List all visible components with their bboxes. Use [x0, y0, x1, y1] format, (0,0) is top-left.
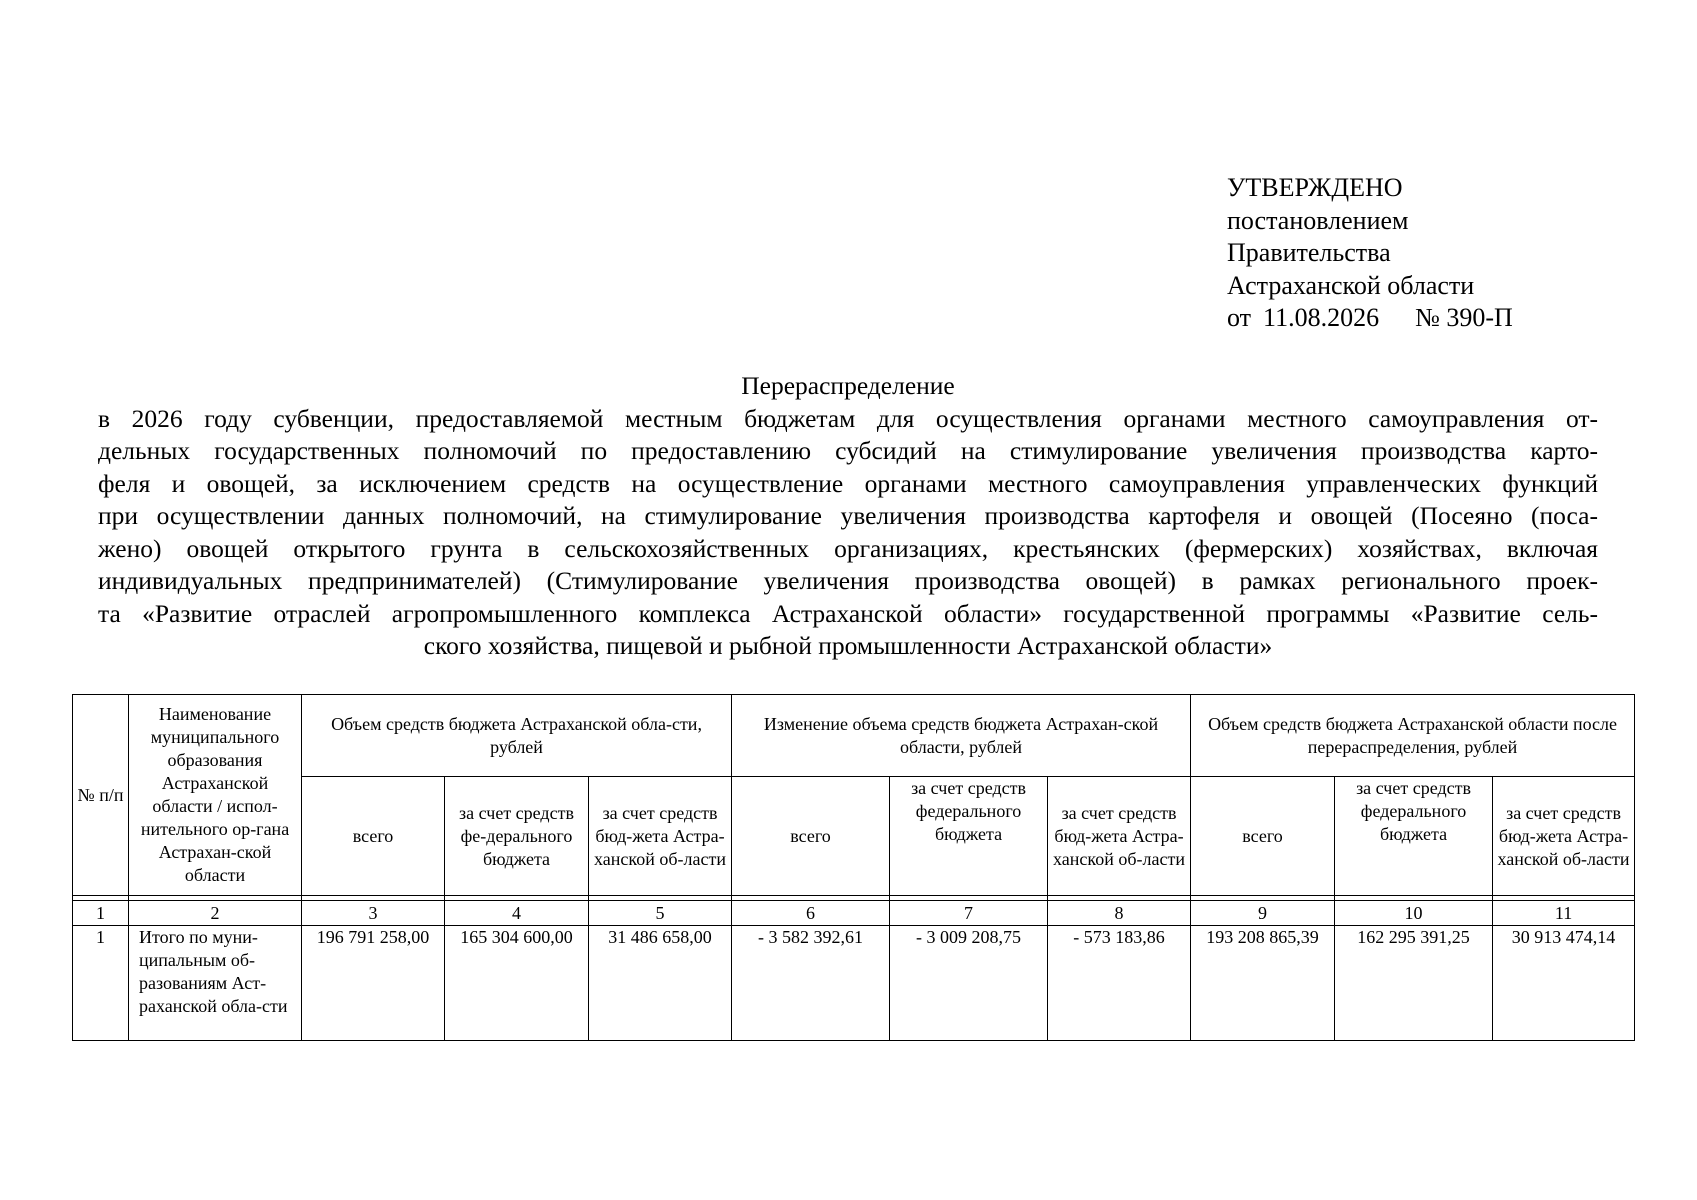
column-number: 2	[129, 901, 302, 926]
approval-title: УТВЕРЖДЕНО	[1227, 173, 1403, 202]
table-row	[73, 926, 1635, 1041]
header-g1-federal: за счет средств фе-дерального бюджета	[445, 777, 589, 896]
title-line: в 2026 году субвенции, предоставляемой местным бюджетам для осуществления органами местного самоуправления от-	[98, 403, 1598, 433]
column-number: 4	[445, 901, 589, 926]
approval-line-decree: постановлением	[1227, 205, 1409, 235]
column-number: 8	[1048, 901, 1191, 926]
title-line: та «Развитие отраслей агропромышленного комплекса Астраханской области» государственной программы «Развитие сель-	[98, 598, 1598, 628]
header-g3-federal: за счет средств федерального бюджета	[1335, 777, 1493, 896]
approval-block	[1227, 172, 1513, 335]
title-line: жено) овощей открытого грунта в сельскохозяйственных организациях, крестьянских (фермерских) хозяйствах, включая	[98, 533, 1598, 563]
title-line: дельных государственных полномочий по предоставлению субсидий на стимулирование увеличения производства карто-	[98, 436, 1598, 465]
header-g1-total: всего	[302, 777, 445, 896]
header-g3-total: всего	[1191, 777, 1335, 896]
title-line: индивидуальных предпринимателей) (Стимулирование увеличения производства овощей) в рамках регионального проек-	[98, 566, 1598, 595]
column-number: 9	[1191, 901, 1335, 926]
header-g2-total: всего	[732, 777, 890, 896]
header-municipality: Наименование муниципального образования Астраханской области / испол-нительного ор-гана Астрахан-ской области	[129, 695, 302, 896]
cell-change-regional: - 573 183,86	[1048, 926, 1191, 1041]
column-number: 3	[302, 901, 445, 926]
header-number: № п/п	[73, 695, 129, 896]
column-number: 6	[732, 901, 890, 926]
header-group-change: Изменение объема средств бюджета Астрахан-ской области, рублей	[732, 695, 1191, 777]
row-number: 1	[73, 926, 129, 1041]
title-line: при осуществлении данных полномочий, на стимулирование увеличения производства картофеля и овощей (Посеяно (поса-	[98, 501, 1598, 530]
cell-change-total: - 3 582 392,61	[732, 926, 890, 1041]
header-row-subcolumns	[73, 777, 1635, 896]
header-g2-regional: за счет средств бюд-жета Астра-ханской об-ласти	[1048, 777, 1191, 896]
approval-line-government: Правительства	[1227, 238, 1391, 267]
column-number: 10	[1335, 901, 1493, 926]
cell-after-total: 193 208 865,39	[1191, 926, 1335, 1041]
title-heading: Перераспределение	[741, 371, 955, 400]
header-group-after: Объем средств бюджета Астраханской области после перераспределения, рублей	[1191, 695, 1635, 777]
cell-budget-regional: 31 486 658,00	[589, 926, 732, 1041]
document-title	[98, 370, 1598, 663]
header-group-budget: Объем средств бюджета Астраханской обла-сти, рублей	[302, 695, 732, 777]
cell-after-regional: 30 913 474,14	[1493, 926, 1635, 1041]
approval-date-line	[1227, 302, 1513, 335]
column-number-row	[73, 901, 1635, 926]
header-g2-federal: за счет средств федерального бюджета	[890, 777, 1048, 896]
title-line: ского хозяйства, пищевой и рыбной промышленности Астраханской области»	[423, 631, 1273, 660]
column-number: 7	[890, 901, 1048, 926]
cell-budget-total: 196 791 258,00	[302, 926, 445, 1041]
column-number: 1	[73, 901, 129, 926]
cell-budget-federal: 165 304 600,00	[445, 926, 589, 1041]
redistribution-table	[72, 694, 1635, 1041]
approval-date: 11.08.2026	[1263, 303, 1380, 332]
cell-change-federal: - 3 009 208,75	[890, 926, 1048, 1041]
header-g3-regional: за счет средств бюд-жета Астра-ханской об-ласти	[1493, 777, 1635, 896]
column-number: 5	[589, 901, 732, 926]
column-number: 11	[1493, 901, 1635, 926]
header-g1-regional: за счет средств бюд-жета Астра-ханской об-ласти	[589, 777, 732, 896]
header-row-groups	[73, 695, 1635, 777]
title-line: феля и овощей, за исключением средств на осуществление органами местного самоуправления управленческих функций	[98, 468, 1598, 498]
row-municipality-name: Итого по муни-ципальным об-разованиям Аст-раханской обла-сти	[129, 926, 302, 1041]
cell-after-federal: 162 295 391,25	[1335, 926, 1493, 1041]
approval-number: № 390-П	[1415, 303, 1513, 332]
approval-date-prefix: от	[1227, 303, 1252, 332]
approval-line-region: Астраханской области	[1227, 270, 1475, 300]
